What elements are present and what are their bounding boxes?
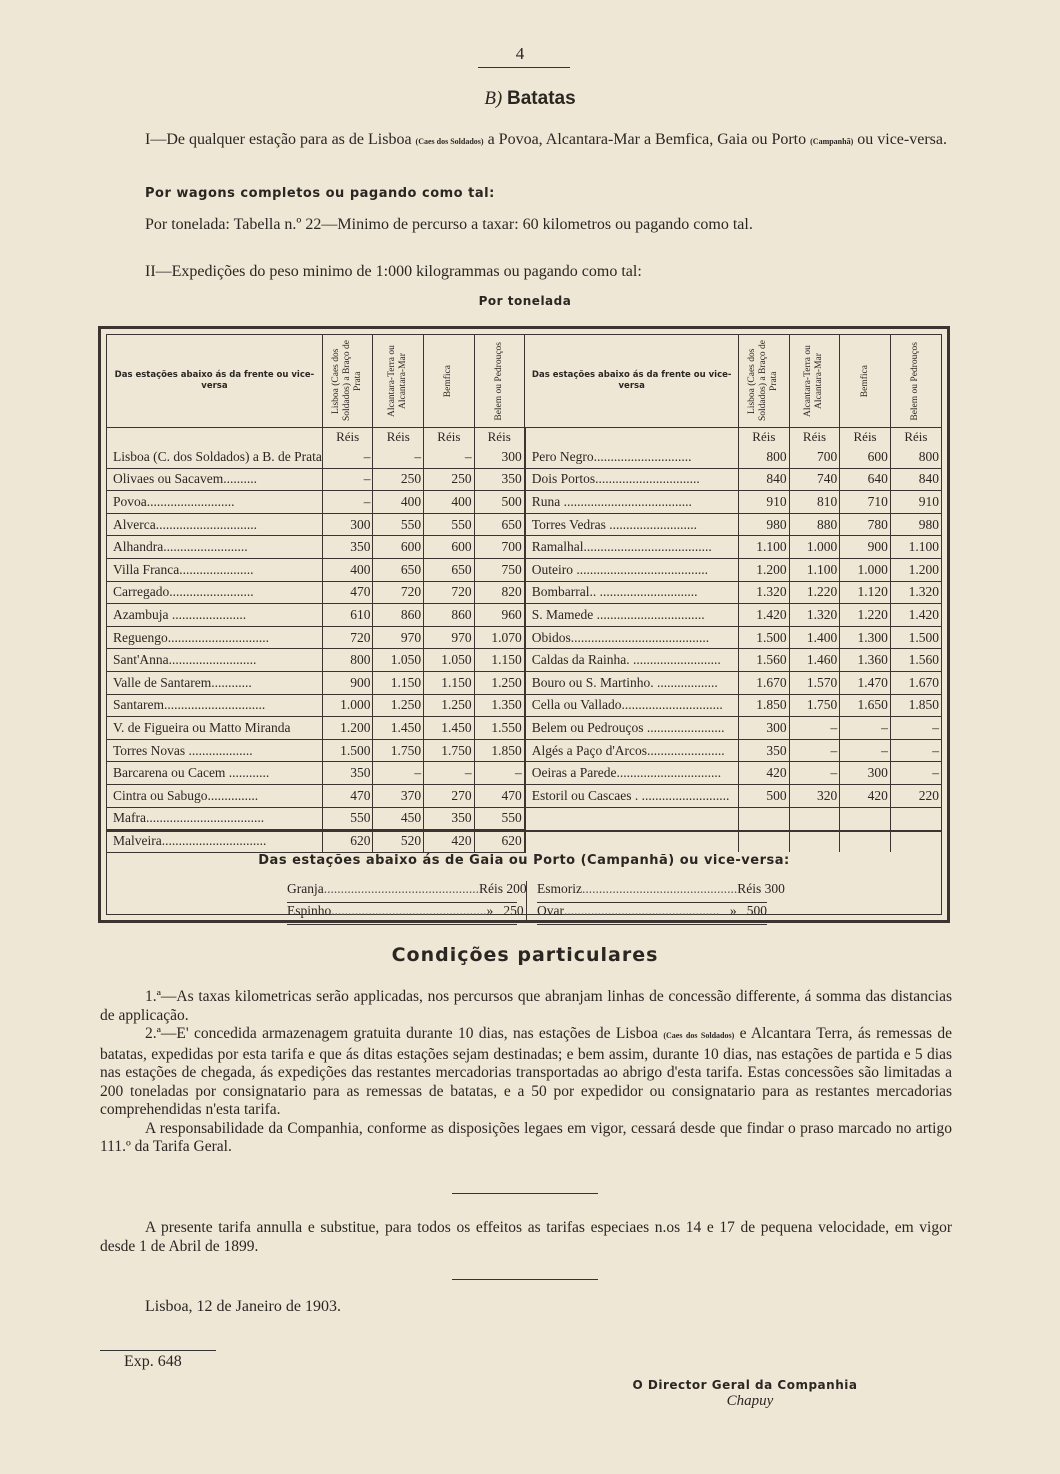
unit-label: Réis <box>739 428 790 447</box>
rate-cell: 1.500 <box>322 739 373 762</box>
table-row <box>107 536 941 559</box>
intro-small-2: (Campanhã) <box>810 137 854 146</box>
rate-cell: 800 <box>890 446 941 468</box>
rate-cell: 780 <box>840 513 891 536</box>
rate-cell: 1.220 <box>789 581 840 604</box>
page-number: 4 <box>515 44 525 63</box>
rate-cell: 1.420 <box>890 604 941 627</box>
gaia-unit: Réis <box>737 881 762 896</box>
empty-cell <box>789 830 840 853</box>
table-row <box>107 830 941 853</box>
intro-text-a: I—De qualquer estação para as de Lisboa <box>145 131 416 148</box>
rate-cell: 1.150 <box>474 649 525 672</box>
rate-cell: 1.500 <box>739 626 790 649</box>
rate-cell: 1.200 <box>890 558 941 581</box>
condition-3: A responsabilidade da Companhia, conforme as disposições legaes em vigor, cessará desde que findar o praso marcado no artigo 111.º da Tarifa Geral. <box>100 1119 952 1155</box>
rate-cell: 320 <box>789 784 840 807</box>
station-name: Belem ou Pedrouços ....................... <box>525 717 739 740</box>
col-header-alcantara: Alcantara-Terra ou Alcantara-Mar <box>373 335 424 428</box>
table-row <box>107 739 941 762</box>
gaia-unit: » <box>486 903 494 918</box>
table-row <box>107 762 941 785</box>
station-name: V. de Figueira ou Matto Miranda <box>107 717 322 740</box>
rate-cell: 250 <box>424 468 475 491</box>
rate-cell: 1.320 <box>789 604 840 627</box>
table-row <box>107 807 941 830</box>
empty-cell <box>525 807 739 830</box>
gaia-value: 200 <box>506 881 527 896</box>
rate-cell: 620 <box>322 830 373 853</box>
rate-cell: – <box>322 491 373 514</box>
station-name: Carregado......................... <box>107 581 322 604</box>
annul-paragraph: A presente tarifa annulla e substitue, para todos os effeitos as tarifas especiaes n.os 14 e 17 de pequena velocidade, em vigor desde 1 de Abril de 1899. <box>100 1219 952 1255</box>
gaia-left-col <box>287 881 527 925</box>
rate-cell: 1.000 <box>322 694 373 717</box>
col-header-belem-right: Belem ou Pedrouços <box>890 335 941 428</box>
signature-title: O Director Geral da Companhia <box>632 1378 858 1392</box>
rate-cell: 800 <box>322 649 373 672</box>
rate-cell: 900 <box>322 671 373 694</box>
rate-cell: 1.550 <box>474 717 525 740</box>
unit-spacer <box>107 428 322 447</box>
station-name: Valle de Santarem............ <box>107 671 322 694</box>
rate-cell: 1.320 <box>890 581 941 604</box>
table-row <box>107 468 941 491</box>
rate-cell: 840 <box>890 468 941 491</box>
rate-cell: – <box>840 739 891 762</box>
rate-cell: 970 <box>373 626 424 649</box>
rates-table-frame <box>98 326 950 923</box>
rate-cell: 500 <box>474 491 525 514</box>
station-name: Santarem.............................. <box>107 694 322 717</box>
unit-label: Réis <box>474 428 525 447</box>
rate-cell: 470 <box>322 581 373 604</box>
rate-cell: 1.200 <box>739 558 790 581</box>
col-header-lisboa: Lisboa (Caes dos Soldados) a Braço de Prata <box>322 335 373 428</box>
conditions-text <box>100 988 952 1157</box>
rate-cell: 610 <box>322 604 373 627</box>
station-name: Ramalhal...................................... <box>525 536 739 559</box>
empty-cell <box>739 807 790 830</box>
unit-row <box>107 428 941 447</box>
station-name: S. Mamede ................................ <box>525 604 739 627</box>
intro-paragraph <box>100 130 955 152</box>
rate-cell: 550 <box>322 807 373 830</box>
rate-cell: 740 <box>789 468 840 491</box>
intro-small-1: (Caes dos Soldados) <box>415 137 484 146</box>
rate-cell: 1.750 <box>373 739 424 762</box>
rate-cell: 450 <box>373 807 424 830</box>
table-row <box>107 446 941 468</box>
rate-cell: – <box>322 468 373 491</box>
rates-table <box>107 335 941 853</box>
rate-cell: 1.560 <box>890 649 941 672</box>
rate-cell: – <box>373 762 424 785</box>
rate-cell: 420 <box>840 784 891 807</box>
empty-cell <box>840 830 891 853</box>
station-name: Oeiras a Parede............................... <box>525 762 739 785</box>
rate-cell: 620 <box>474 830 525 853</box>
rate-cell: 250 <box>373 468 424 491</box>
rate-cell: – <box>424 446 475 468</box>
rate-cell: – <box>424 762 475 785</box>
unit-label: Réis <box>424 428 475 447</box>
gaia-station: Ovar <box>537 903 564 918</box>
rate-cell: 700 <box>474 536 525 559</box>
rate-cell: 910 <box>739 491 790 514</box>
rate-cell: 880 <box>789 513 840 536</box>
station-name: Lisboa (C. dos Soldados) a B. de Prata <box>107 446 322 468</box>
rate-cell: 640 <box>840 468 891 491</box>
station-name: Runa ...................................... <box>525 491 739 514</box>
col-header-bemfica-right: Bemfica <box>840 335 891 428</box>
empty-cell <box>890 807 941 830</box>
rate-cell: 500 <box>739 784 790 807</box>
rate-cell: 300 <box>322 513 373 536</box>
left-station-header: Das estações abaixo ás da frente ou vice-versa <box>107 335 322 428</box>
divider-rule-2 <box>452 1279 598 1280</box>
station-name: Cintra ou Sabugo............... <box>107 784 322 807</box>
rate-cell: 350 <box>424 807 475 830</box>
tonelada-line: Por tonelada: Tabella n.º 22—Minimo de percurso a taxar: 60 kilometros ou pagando como tal. <box>145 216 753 233</box>
rate-cell: – <box>474 762 525 785</box>
rate-cell: 1.070 <box>474 626 525 649</box>
table-row <box>107 626 941 649</box>
rate-cell: 1.460 <box>789 649 840 672</box>
station-name: Caldas da Rainha. .......................... <box>525 649 739 672</box>
rate-cell: 1.570 <box>789 671 840 694</box>
rate-cell: 1.100 <box>739 536 790 559</box>
table-row <box>107 604 941 627</box>
col-header-bemfica: Bemfica <box>424 335 475 428</box>
rate-cell: 520 <box>373 830 424 853</box>
gaia-unit: » <box>729 903 737 918</box>
condition-1: 1.ª—As taxas kilometricas serão applicadas, nos percursos que abranjam linhas de concessão differente, á somma das distancias de applicação. <box>100 988 952 1024</box>
gaia-row: Ovar .............................................. » 500 <box>537 903 767 925</box>
rate-cell: 400 <box>373 491 424 514</box>
rate-cell: – <box>840 717 891 740</box>
rate-cell: 910 <box>890 491 941 514</box>
rate-cell: 970 <box>424 626 475 649</box>
rate-cell: 1.250 <box>474 671 525 694</box>
rate-cell: 1.250 <box>373 694 424 717</box>
station-name: Pero Negro............................. <box>525 446 739 468</box>
por-tonelada-heading: Por tonelada <box>478 294 572 308</box>
station-name: Mafra................................... <box>107 807 322 830</box>
col-header-belem: Belem ou Pedrouços <box>474 335 525 428</box>
rate-cell: 1.750 <box>789 694 840 717</box>
rate-cell: 860 <box>424 604 475 627</box>
rate-cell: 550 <box>474 807 525 830</box>
rate-cell: 470 <box>474 784 525 807</box>
gaia-station: Granja <box>287 881 324 896</box>
station-name: Sant'Anna.......................... <box>107 649 322 672</box>
exp-rule <box>100 1350 216 1351</box>
rate-cell: 1.750 <box>424 739 475 762</box>
rate-cell: 370 <box>373 784 424 807</box>
rate-cell: 750 <box>474 558 525 581</box>
table-row <box>107 717 941 740</box>
rate-cell: 1.200 <box>322 717 373 740</box>
rate-cell: 810 <box>789 491 840 514</box>
rate-cell: – <box>890 739 941 762</box>
rate-cell: 1.850 <box>474 739 525 762</box>
rate-cell: 1.400 <box>789 626 840 649</box>
gaia-value: 250 <box>503 903 524 918</box>
section-title: Batatas <box>507 88 576 109</box>
col-header-lisboa-right: Lisboa (Caes dos Soldados) a Braço de Prata <box>739 335 790 428</box>
rate-cell: 600 <box>840 446 891 468</box>
rate-cell: 1.850 <box>739 694 790 717</box>
station-name: Bouro ou S. Martinho. .................. <box>525 671 739 694</box>
rate-cell: 420 <box>739 762 790 785</box>
rate-cell: 1.150 <box>373 671 424 694</box>
rate-cell: 1.050 <box>373 649 424 672</box>
table-row <box>107 694 941 717</box>
station-name: Reguengo.............................. <box>107 626 322 649</box>
station-name: Algés a Paço d'Arcos....................... <box>525 739 739 762</box>
rate-cell: 1.220 <box>840 604 891 627</box>
right-station-header: Das estações abaixo ás da frente ou vice-versa <box>525 335 739 428</box>
table-row <box>107 649 941 672</box>
rate-cell: 980 <box>739 513 790 536</box>
rate-cell: 550 <box>424 513 475 536</box>
rate-cell: – <box>890 762 941 785</box>
station-name: Estoril ou Cascaes . .......................... <box>525 784 739 807</box>
gaia-row: Granja .............................................. Réis 200 <box>287 881 517 903</box>
table-row <box>107 513 941 536</box>
conditions-title: Condições particulares <box>391 944 659 966</box>
station-name: Villa Franca...................... <box>107 558 322 581</box>
expedicoes-line: II—Expedições do peso minimo de 1:000 kilogrammas ou pagando como tal: <box>145 263 642 280</box>
station-name: Dois Portos............................... <box>525 468 739 491</box>
unit-label: Réis <box>373 428 424 447</box>
station-name: Alverca.............................. <box>107 513 322 536</box>
rate-cell: 1.250 <box>424 694 475 717</box>
station-name: Cella ou Vallado.............................. <box>525 694 739 717</box>
gaia-row: Esmoriz .............................................. Réis 300 <box>537 881 767 903</box>
unit-label: Réis <box>840 428 891 447</box>
rate-cell: 960 <box>474 604 525 627</box>
rate-cell: 650 <box>373 558 424 581</box>
rate-cell: 1.850 <box>890 694 941 717</box>
rate-cell: 600 <box>424 536 475 559</box>
gaia-station: Espinho <box>287 903 332 918</box>
gaia-separator <box>107 830 941 832</box>
station-name: Alhandra......................... <box>107 536 322 559</box>
rate-cell: 1.050 <box>424 649 475 672</box>
empty-cell <box>525 830 739 853</box>
rate-cell: 720 <box>322 626 373 649</box>
gaia-value: 300 <box>764 881 785 896</box>
rate-cell: 1.000 <box>840 558 891 581</box>
rate-cell: 600 <box>373 536 424 559</box>
rate-cell: – <box>890 717 941 740</box>
condition-2: 2.ª—E' concedida armazenagem gratuita durante 10 dias, nas estações de Lisboa (Caes dos Soldados) e Alcantara Terra, ás remessas de batatas, expedidas por esta tarifa e que ás ditas estações sejam destinadas; e bem assim, durante 10 dias, nas estações de partida e 5 dias nas estações de chegada, ás expedições das restantes mercadorias transportadas ao abrigo d'esta tarifa. Estas concessões são limitadas a 200 toneladas por consignatario para as remessas de batatas, e a 50 por expedidor ou consignatario para as restantes mercadorias comprehendidas n'esta tarifa. <box>100 1025 952 1118</box>
rate-cell: 400 <box>424 491 475 514</box>
rate-cell: 300 <box>474 446 525 468</box>
section-heading <box>0 88 1060 110</box>
station-name: Barcarena ou Cacem ............ <box>107 762 322 785</box>
rate-cell: 1.360 <box>840 649 891 672</box>
rate-cell: – <box>373 446 424 468</box>
gaia-right-col <box>537 881 785 925</box>
station-name: Povoa.......................... <box>107 491 322 514</box>
rate-cell: 720 <box>424 581 475 604</box>
rate-cell: 860 <box>373 604 424 627</box>
rate-cell: 470 <box>322 784 373 807</box>
rate-cell: 1.670 <box>890 671 941 694</box>
rate-cell: 1.650 <box>840 694 891 717</box>
rate-cell: 980 <box>890 513 941 536</box>
annul-text <box>100 1219 952 1256</box>
rate-cell: 1.670 <box>739 671 790 694</box>
rate-cell: 1.120 <box>840 581 891 604</box>
rates-table-inner <box>106 334 942 918</box>
intro-text-b: a Povoa, Alcantara-Mar a Bemfica, Gaia ou Porto <box>483 131 811 148</box>
rate-cell: 1.100 <box>890 536 941 559</box>
wagons-heading: Por wagons completos ou pagando como tal: <box>145 186 495 201</box>
station-name: Olivaes ou Sacavem.......... <box>107 468 322 491</box>
unit-label: Réis <box>322 428 373 447</box>
rate-cell: 220 <box>890 784 941 807</box>
rate-cell: – <box>322 446 373 468</box>
unit-label: Réis <box>789 428 840 447</box>
rate-cell: 1.420 <box>739 604 790 627</box>
section-prefix: B) <box>484 88 503 109</box>
rate-cell: 350 <box>739 739 790 762</box>
rate-cell: 400 <box>322 558 373 581</box>
gaia-title: Das estações abaixo ás de Gaia ou Porto (Campanhã) ou vice-versa: <box>258 853 790 868</box>
signature-name: Chapuy <box>726 1393 774 1409</box>
table-row <box>107 784 941 807</box>
rate-cell: 300 <box>840 762 891 785</box>
rate-cell: 650 <box>424 558 475 581</box>
rates-table-body <box>107 428 941 853</box>
rate-cell: 1.350 <box>474 694 525 717</box>
rate-cell: 820 <box>474 581 525 604</box>
rate-cell: 1.450 <box>373 717 424 740</box>
rate-cell: 1.100 <box>789 558 840 581</box>
empty-cell <box>739 830 790 853</box>
station-name: Torres Novas ................... <box>107 739 322 762</box>
intro-text-c: ou vice-versa. <box>853 131 947 148</box>
station-name: Torres Vedras .......................... <box>525 513 739 536</box>
gaia-row: Espinho .............................................. » 250 <box>287 903 517 925</box>
station-name: Bombarral.. ............................. <box>525 581 739 604</box>
rate-cell: 300 <box>739 717 790 740</box>
rate-cell: 840 <box>739 468 790 491</box>
table-row <box>107 581 941 604</box>
gaia-station: Esmoriz <box>537 881 582 896</box>
rate-cell: 900 <box>840 536 891 559</box>
table-row <box>107 491 941 514</box>
rate-cell: 1.150 <box>424 671 475 694</box>
rate-cell: 650 <box>474 513 525 536</box>
station-name: Outeiro ....................................... <box>525 558 739 581</box>
rate-cell: 270 <box>424 784 475 807</box>
rate-cell: – <box>789 762 840 785</box>
unit-label: Réis <box>890 428 941 447</box>
station-name: Malveira............................... <box>107 830 322 853</box>
rate-cell: 800 <box>739 446 790 468</box>
rate-cell: 1.470 <box>840 671 891 694</box>
table-row <box>107 671 941 694</box>
gaia-value: 500 <box>746 903 767 918</box>
gaia-unit: Réis <box>478 881 503 896</box>
rate-cell: 350 <box>322 536 373 559</box>
rate-cell: 1.560 <box>739 649 790 672</box>
empty-cell <box>789 807 840 830</box>
divider-rule-1 <box>452 1193 598 1194</box>
rate-cell: 550 <box>373 513 424 536</box>
rate-cell: 1.300 <box>840 626 891 649</box>
col-header-alcantara-right: Alcantara-Terra ou Alcantara-Mar <box>789 335 840 428</box>
date-line: Lisboa, 12 de Janeiro de 1903. <box>145 1298 341 1315</box>
unit-spacer <box>525 428 739 447</box>
rate-cell: 700 <box>789 446 840 468</box>
rate-cell: – <box>789 717 840 740</box>
rate-cell: 1.320 <box>739 581 790 604</box>
station-name: Azambuja ...................... <box>107 604 322 627</box>
rate-cell: 350 <box>474 468 525 491</box>
rate-cell: 350 <box>322 762 373 785</box>
empty-cell <box>840 807 891 830</box>
rate-cell: 710 <box>840 491 891 514</box>
station-name: Obidos......................................... <box>525 626 739 649</box>
empty-cell <box>890 830 941 853</box>
rate-cell: 1.450 <box>424 717 475 740</box>
rate-cell: 420 <box>424 830 475 853</box>
rate-cell: 720 <box>373 581 424 604</box>
rate-cell: 1.500 <box>890 626 941 649</box>
table-row <box>107 558 941 581</box>
rate-cell: – <box>789 739 840 762</box>
rate-cell: 1.000 <box>789 536 840 559</box>
page-number-rule <box>478 67 570 68</box>
exp-number: Exp. 648 <box>124 1353 182 1370</box>
